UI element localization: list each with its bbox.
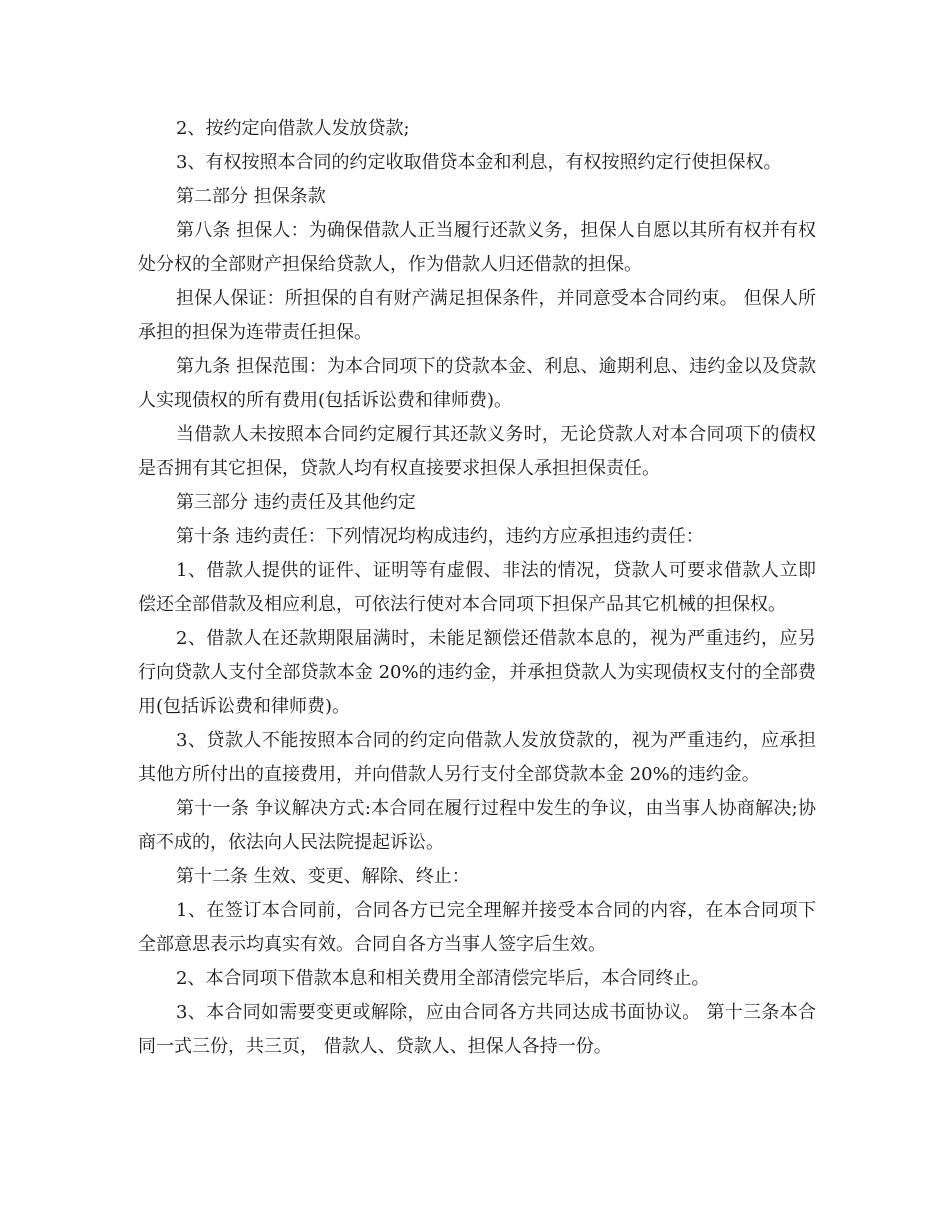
paragraph-breach-item-1: 1、借款人提供的证件、证明等有虚假、非法的情况，贷款人可要求借款人立即偿还全部借款及相应利息，可依法行使对本合同项下担保产品其它机械的担保权。 [138,560,816,615]
section-heading-breach: 第三部分 违约责任及其他约定 [176,492,416,513]
paragraph-guarantee-liability: 当借款人未按照本合同约定履行其还款义务时，无论贷款人对本合同项下的债权是否拥有其它担保，贷款人均有权直接要求担保人承担担保责任。 [138,424,816,479]
paragraph-lender-collect: 3、有权按照本合同的约定收取借贷本金和利息，有权按照约定行使担保权。 [176,152,782,173]
paragraph-effect-item-2: 2、本合同项下借款本息和相关费用全部清偿完毕后，本合同终止。 [176,968,710,989]
article-12-effectiveness: 第十二条 生效、变更、解除、终止： [176,866,470,887]
document-body [138,112,816,1064]
paragraph-guarantor-warranty: 担保人保证：所担保的自有财产满足担保条件，并同意受本合同约束。 但保人所承担的担保为连带责任担保。 [138,288,816,343]
article-11-dispute-resolution: 第十一条 争议解决方式:本合同在履行过程中发生的争议，由当事人协商解决;协商不成的，依法向人民法院提起诉讼。 [138,798,816,853]
article-9-guarantee-scope: 第九条 担保范围：为本合同项下的贷款本金、利息、逾期利息、违约金以及贷款人实现债权的所有费用(包括诉讼费和律师费)。 [138,356,816,411]
paragraph-lender-disburse: 2、按约定向借款人发放贷款; [176,118,410,139]
paragraph-breach-item-2: 2、借款人在还款期限届满时，未能足额偿还借款本息的，视为严重违约，应另行向贷款人支付全部贷款本金 20%的违约金，并承担贷款人为实现债权支付的全部费用(包括诉讼费和律师费)。 [138,628,816,717]
article-8-guarantor: 第八条 担保人：为确保借款人正当履行还款义务，担保人自愿以其所有权并有权处分权的全部财产担保给贷款人，作为借款人归还借款的担保。 [138,220,816,275]
section-heading-guarantee: 第二部分 担保条款 [176,186,326,207]
article-10-breach-liability: 第十条 违约责任：下列情况均构成违约，违约方应承担违约责任： [176,526,704,547]
paragraph-breach-item-3: 3、贷款人不能按照本合同的约定向借款人发放贷款的，视为严重违约，应承担其他方所付出的直接费用，并向借款人另行支付全部贷款本金 20%的违约金。 [138,730,816,785]
paragraph-effect-item-1: 1、在签订本合同前，合同各方已完全理解并接受本合同的内容，在本合同项下全部意思表示均真实有效。合同自各方当事人签字后生效。 [138,900,816,955]
paragraph-effect-item-3: 3、本合同如需要变更或解除，应由合同各方共同达成书面协议。 第十三条本合同一式三份，共三页， 借款人、贷款人、担保人各持一份。 [138,1002,816,1057]
